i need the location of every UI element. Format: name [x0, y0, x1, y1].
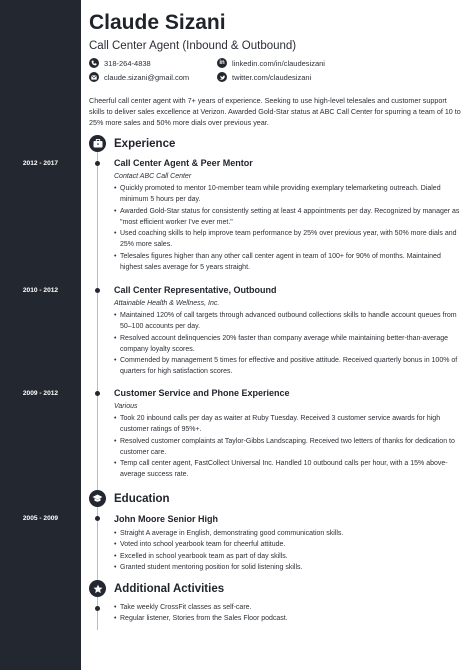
list-item: • Telesales figures higher than any other call center agent in team of 100+ for 90% of months. Maintained highest sales average for 5 years straight. [114, 251, 464, 274]
briefcase-icon [89, 135, 106, 152]
list-item: • Took 20 inbound calls per day as waiter at Ruby Tuesday. Received 3 customer service awards for high customer ratings of 95%+. [114, 413, 464, 436]
phone-text: 318-264-4838 [104, 58, 151, 68]
contact-linkedin[interactable] [217, 58, 325, 68]
education-heading: Education [114, 493, 170, 505]
job2-company: Attainable Health & Wellness, Inc. [114, 300, 220, 307]
job1-marker [95, 161, 100, 166]
job3-dates: 2009 - 2012 [22, 390, 59, 397]
activities-heading: Additional Activities [114, 583, 225, 595]
list-item: • Straight A average in English, demonstrating good communication skills. [114, 528, 464, 539]
job1-bullets [114, 183, 464, 273]
linkedin-icon: in [217, 58, 227, 68]
twitter-icon [217, 72, 227, 82]
list-item: • Granted student mentoring position for solid listening skills. [114, 562, 464, 573]
contact-email[interactable] [89, 72, 189, 82]
list-item: • Resolved customer complaints at Taylor-Gibbs Landscaping. Received two letters of thanks for dedication to customer care. [114, 436, 464, 459]
sidebar [0, 0, 81, 670]
list-item: • Awarded Gold-Star status for consistently setting at least 4 appointments per day. Recognized by manager as "most efficient worker I've ever met." [114, 206, 464, 229]
email-icon [89, 72, 99, 82]
contact-twitter[interactable] [217, 72, 311, 82]
education-dates: 2005 - 2009 [22, 515, 59, 522]
activities-marker [95, 606, 100, 611]
job1-company: Contact ABC Call Center [114, 173, 192, 180]
summary-paragraph: Cheerful call center agent with 7+ years of experience. Seeking to use high-level telesales and customer support skills to deliver sales excellence at Verizon. Awarded Gold-Star status at ABC Call Center for spurring a team of 10 to 25% more sales and 50% more dials over previous year. [89, 96, 461, 128]
timeline-line [97, 150, 98, 630]
list-item: • Take weekly CrossFit classes as self-care. [114, 602, 464, 613]
job3-marker [95, 391, 100, 396]
job3-bullets [114, 413, 464, 481]
job2-marker [95, 288, 100, 293]
graduation-cap-icon [89, 490, 106, 507]
candidate-role: Call Center Agent (Inbound & Outbound) [89, 40, 297, 52]
job3-title: Customer Service and Phone Experience [114, 388, 290, 398]
phone-icon [89, 58, 99, 68]
job1-dates: 2012 - 2017 [22, 160, 59, 167]
twitter-text: twitter.com/claudesizani [232, 72, 312, 82]
candidate-name: Claude Sizani [89, 11, 226, 34]
list-item: • Quickly promoted to mentor 10-member team while providing exemplary telemarketing outreach. Dialed minimum 5 hours per day. [114, 183, 464, 206]
job2-dates: 2010 - 2012 [22, 287, 59, 294]
resume-header [89, 10, 469, 53]
list-item: • Resolved account delinquencies 20% faster than company average while maintaining better-than-average company loyalty scores. [114, 333, 464, 356]
experience-heading: Experience [114, 138, 176, 150]
job1-title: Call Center Agent & Peer Mentor [114, 158, 253, 168]
list-item: • Maintained 120% of call targets through advanced outbound collections skills to handle account queues from 50–100 accounts per day. [114, 310, 464, 333]
job2-title: Call Center Representative, Outbound [114, 285, 277, 295]
list-item: • Temp call center agent, FastCollect Universal Inc. Handled 10 outbound calls per hour, with a 15% above-average success rate. [114, 458, 464, 481]
list-item: • Commended by management 5 times for effective and positive attitude. Received quarterly bonus in 100% of quarters for high satisfaction scores. [114, 355, 464, 378]
list-item: • Regular listener, Stories from the Sales Floor podcast. [114, 613, 464, 624]
linkedin-text: linkedin.com/in/claudesizani [232, 58, 325, 68]
education-bullets [114, 528, 464, 573]
star-icon [89, 580, 106, 597]
job2-bullets [114, 310, 464, 378]
list-item: • Used coaching skills to help improve team performance by 25% over previous year, with 50% more dials and 25% more sales. [114, 228, 464, 251]
contact-phone [89, 58, 151, 68]
activities-bullets [114, 602, 464, 625]
education-marker [95, 516, 100, 521]
email-text: claude.sizani@gmail.com [104, 72, 190, 82]
list-item: • Voted into school yearbook team for cheerful attitude. [114, 539, 464, 550]
list-item: • Excelled in school yearbook team as part of day skills. [114, 551, 464, 562]
job3-company: Various [114, 403, 138, 410]
school-name: John Moore Senior High [114, 514, 219, 524]
